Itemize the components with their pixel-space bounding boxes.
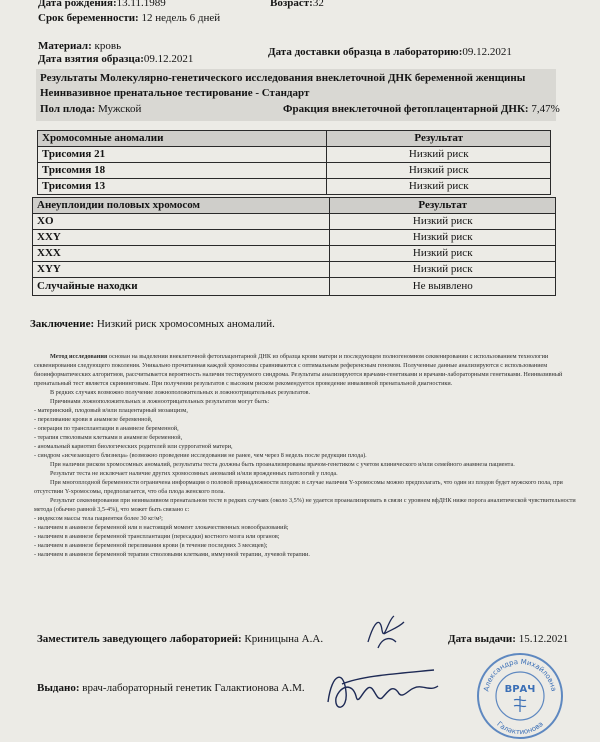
row-result: Низкий риск (327, 163, 551, 179)
study-title: Результаты Молекулярно-генетического исследования внеклеточной ДНК беременной женщины (40, 72, 526, 84)
row-name: Трисомия 13 (38, 179, 327, 195)
material-line (38, 40, 121, 52)
list-item: - терапия стволовыми клетками в анамнезе беременной, (34, 434, 183, 441)
issuer-signature (322, 662, 452, 722)
table-row (33, 246, 556, 262)
table1-header (38, 131, 551, 147)
method-paragraph: Причинами ложноположительных и ложноотрицательных результатов могут быть: (50, 398, 270, 405)
table-row (33, 230, 556, 246)
list-item: - переливание крови в анамнезе беременной, (34, 416, 153, 423)
birth-date-line (38, 0, 166, 9)
issue-date-label: Дата выдачи: (448, 633, 516, 645)
caduceus-icon (514, 696, 526, 712)
fetal-sex-label: Пол плода: (40, 103, 96, 115)
method-heading: Метод исследования (50, 353, 108, 360)
issued-by-value: врач-лабораторный генетик Галактионова А.М. (82, 682, 305, 694)
conclusion-line (30, 318, 275, 330)
birth-date-value: 13.11.1989 (116, 0, 166, 9)
table-row (33, 278, 556, 296)
study-subtitle: Неинвазивное пренатальное тестирование - Стандарт (40, 87, 310, 99)
delivery-line (268, 46, 512, 58)
stamp-ring-bottom: Галактионова (495, 720, 545, 737)
random-findings-value: Не выявлено (330, 278, 556, 296)
table2-header-right: Результат (330, 198, 556, 214)
table2-header-left: Анеуплоидии половых хромосом (33, 198, 330, 214)
row-result: Низкий риск (330, 246, 556, 262)
deputy-label: Заместитель заведующего лабораторией: (37, 633, 242, 645)
table2-header (33, 198, 556, 214)
age-line (270, 0, 324, 9)
list-item: - индексом массы тела пациентки более 30 кг/м²; (34, 515, 163, 522)
deputy-name: Криницына А.А. (244, 633, 324, 645)
row-result: Низкий риск (330, 214, 556, 230)
row-name: XXY (33, 230, 330, 246)
doctor-stamp (474, 650, 566, 742)
row-name: XYY (33, 262, 330, 278)
row-name: Трисомия 18 (38, 163, 327, 179)
list-item: - наличием в анамнезе беременной переливания крови (в течение последних 3 месяцев); (34, 542, 268, 549)
table-row (33, 262, 556, 278)
table1-header-left: Хромосомные аномалии (38, 131, 327, 147)
sex-chromosome-table (32, 197, 556, 296)
material-value: кровь (94, 40, 122, 52)
list-item: - наличием в анамнезе беременной трансплантации (пересадки) костного мозга или органов; (34, 533, 280, 540)
deputy-line (37, 633, 323, 645)
table-row (38, 163, 551, 179)
pregnancy-term-value: 12 недель 6 дней (141, 12, 221, 24)
method-paragraph: Результат секвенирования при неинвазивном пренатальном тесте в редких случаях (около 3,5%) не удается проанализировать в связи с уровнем вфДНК ниже порога аналитической чувствительности метода (обычно равной 3,5-4%), что может быть связано с: (34, 497, 576, 513)
method-paragraph: В редких случаях возможно получение ложноположительных и ложноотрицательных результатов. (50, 389, 311, 396)
fetal-fraction-line (283, 103, 560, 115)
age-label: Возраст: (270, 0, 313, 9)
method-paragraph: При многоплодной беременности ограничена информация о половой принадлежности плодов: в случае наличия Y-хромосомы можно предполагать, что один из плодов будет мужского пола, при отсутствии Y-хромосомы, предполагается, что оба плода женского пола. (34, 479, 563, 495)
fetal-fraction-label: Фракция внеклеточной фетоплацентарной ДНК: (283, 103, 529, 115)
sample-taken-label: Дата взятия образца: (38, 53, 144, 65)
issued-by-label: Выдано: (37, 682, 80, 694)
row-result: Низкий риск (327, 147, 551, 163)
fetal-sex-line (40, 103, 141, 115)
list-item: - аномальный кариотип биологических родителей или суррогатной матери, (34, 443, 233, 450)
issued-by-line (37, 682, 305, 694)
random-findings-label: Случайные находки (33, 278, 330, 296)
table-row (33, 214, 556, 230)
issue-date-line (448, 633, 568, 645)
row-result: Низкий риск (327, 179, 551, 195)
deputy-signature (360, 612, 410, 652)
table-row (38, 147, 551, 163)
pregnancy-term-line (38, 12, 220, 24)
issue-date-value: 15.12.2021 (518, 633, 569, 645)
method-description (34, 352, 582, 559)
table-row (38, 179, 551, 195)
list-item: - операция по трансплантации в анамнезе беременной, (34, 425, 179, 432)
sample-taken-line (38, 53, 193, 65)
pregnancy-term-label: Срок беременности: (38, 12, 139, 24)
row-name: Трисомия 21 (38, 147, 327, 163)
stamp-center-text: ВРАЧ (504, 684, 536, 695)
list-item: - наличием в анамнезе беременной или в настоящий момент злокачественных новообразований; (34, 524, 289, 531)
table1-header-right: Результат (327, 131, 551, 147)
conclusion-label: Заключение: (30, 318, 95, 330)
material-label: Материал: (38, 40, 92, 52)
row-name: XO (33, 214, 330, 230)
list-item: - материнский, плодовый и/или плацентарный мозаицизм, (34, 407, 188, 414)
age-value: 32 (312, 0, 324, 9)
method-paragraph: Результат теста не исключает наличие других хромосомных аномалий и/или врожденных патологий у плода. (50, 470, 338, 477)
method-paragraph: При наличии риском хромосомных аномалий, результаты теста должны быть проанализированы врачом-генетиком с учетом клинического и/или семейного анамнеза пациента. (50, 461, 515, 468)
list-item: - синдром «исчезающего близнеца» (возможно проведение исследования не ранее, чем через 8 недель после редукции плода). (34, 452, 367, 459)
delivery-label: Дата доставки образца в лабораторию: (268, 46, 463, 58)
row-name: XXX (33, 246, 330, 262)
fetal-sex-value: Мужской (98, 103, 142, 115)
birth-date-label: Дата рождения: (38, 0, 117, 9)
row-result: Низкий риск (330, 262, 556, 278)
sample-taken-value: 09.12.2021 (143, 53, 194, 65)
delivery-value: 09.12.2021 (462, 46, 512, 58)
chromosomal-anomalies-table (37, 130, 551, 195)
fetal-fraction-value: 7,47% (531, 103, 560, 115)
stamp-ring-top: Александра Михайловна (482, 657, 558, 693)
list-item: - наличием в анамнезе беременной терапии стволовыми клетками, иммунной терапии, лучевой терапии. (34, 551, 310, 558)
method-paragraph: Метод исследования основан на выделении внеклеточной фетоплацентарной ДНК из образца крови матери и последующем полногеномном секвенировании с использованием технологии секвенирования следующего поколения. Уникально прочитанная каждой хромосомы сравниваются с оптимальным референсным геномом. Полученные данные анализируются с использованием биоинформатических алгоритмов, рассчитывается вероятность наличия тестируемого синдрома. Результаты анализируются врачами-генетиками и врачами-лабораторными генетиками. Неинвазивный пренатальный тест является скрининговым. При получении результатов с высоким риском рекомендуется проведение инвазивной пренатальной диагностики. (34, 353, 563, 387)
conclusion-value: Низкий риск хромосомных аномалий. (96, 318, 275, 330)
row-result: Низкий риск (330, 230, 556, 246)
